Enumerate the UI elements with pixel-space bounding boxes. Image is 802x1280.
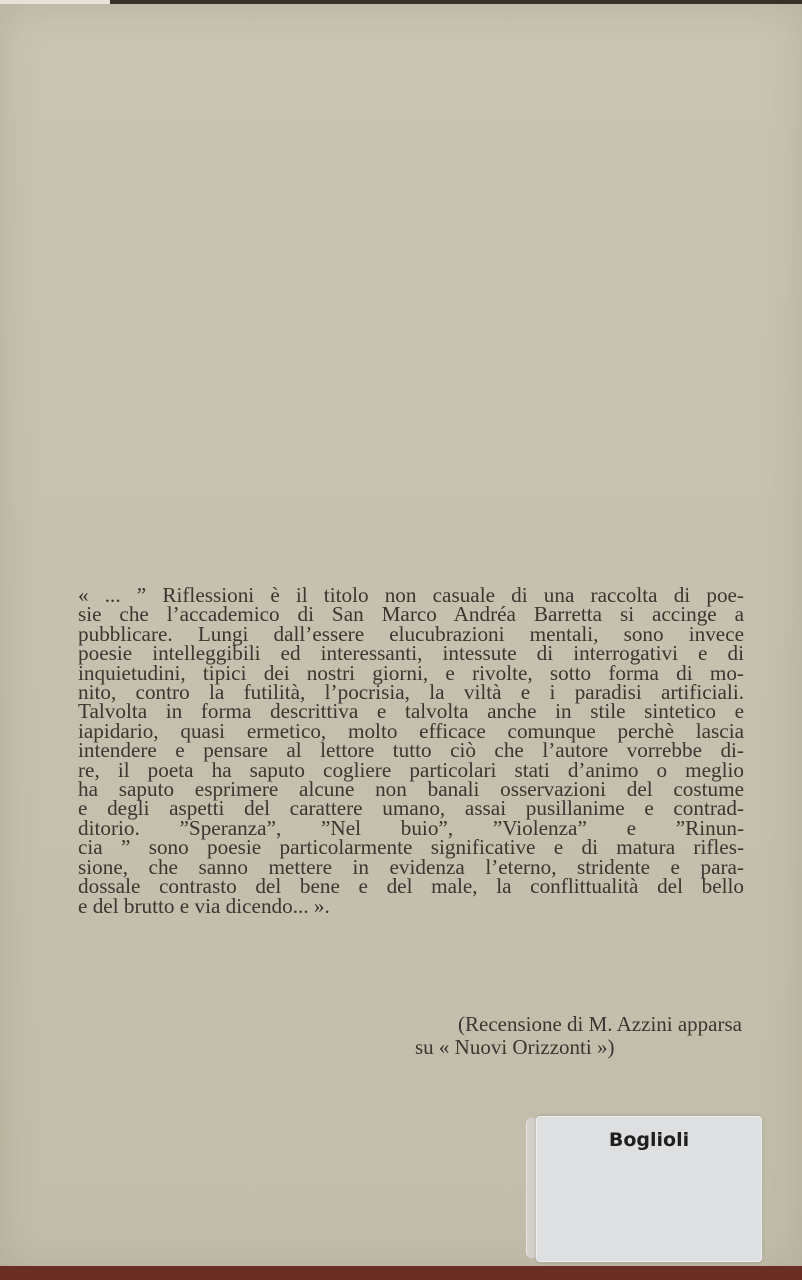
excerpt-line: poesie intelleggibili ed interessanti, intessute di interrogativi e di [78,641,744,666]
excerpt-line: « ... ” Riflessioni è il titolo non casuale di una raccolta di poe- [78,583,744,607]
excerpt-line: cia ” sono poesie particolarmente significative e di matura rifles- [78,835,744,860]
excerpt-line: pubblicare. Lungi dall’essere elucubrazioni mentali, sono invece [78,621,744,646]
seller-sticker [536,1116,762,1262]
excerpt-line: ha saputo esprimere alcune non banali osservazioni del costume [78,777,744,802]
attribution-line-1: (Recensione di M. Azzini apparsa [458,1012,742,1036]
excerpt-line: Talvolta in forma descrittiva e talvolta anche in stile sintetico e [78,699,744,724]
excerpt-line: e del brutto e via dicendo... ». [78,893,330,918]
excerpt-line: dossale contrasto del bene e del male, la conflittualità del bello [78,874,744,899]
excerpt-line: intendere e pensare al lettore tutto ciò che l’autore vorrebbe di- [78,738,744,763]
excerpt-line: sione, che sanno mettere in evidenza l’eterno, stridente e para- [78,854,744,879]
excerpt-line: inquietudini, tipici dei nostri giorni, e rivolte, sotto forma di mo- [78,660,744,685]
review-excerpt [78,583,744,918]
review-attribution [360,1013,742,1059]
excerpt-line: ditorio. ”Speranza”, ”Nel buio”, ”Violenza” e ”Rinun- [78,815,744,840]
sticker-label: Boglioli [608,1129,690,1151]
attribution-line-2: su « Nuovi Orizzonti ») [415,1035,615,1059]
excerpt-line: sie che l’accademico di San Marco Andréa Barretta si accinge a [78,602,744,627]
bottom-background-strip [0,1266,802,1280]
excerpt-line: iapidario, quasi ermetico, molto efficace comunque perchè lascia [78,718,744,743]
excerpt-line: nito, contro la futilità, l’pocrisia, la viltà e i paradisi artificiali. [78,680,744,705]
excerpt-line: re, il poeta ha saputo cogliere particolari stati d’animo o meglio [78,757,744,782]
excerpt-line: e degli aspetti del carattere umano, assai pusillanime e contrad- [78,796,744,821]
